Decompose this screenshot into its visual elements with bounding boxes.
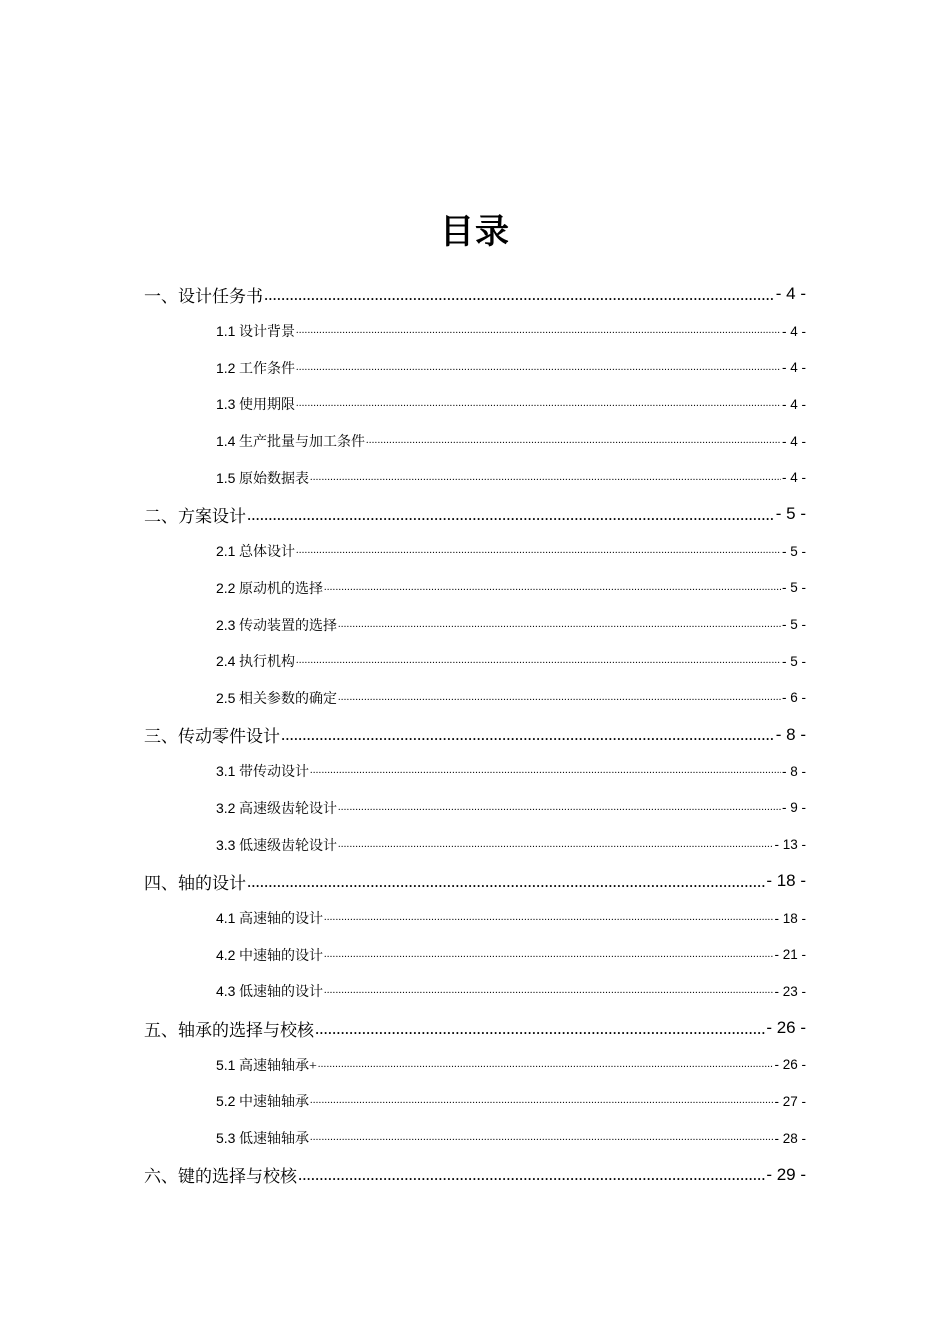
toc-entry-label <box>216 321 295 341</box>
toc-section-title: 中速轴的设计 <box>238 948 323 964</box>
toc-section-entry[interactable] <box>216 753 806 790</box>
toc-entry-label <box>216 981 323 1001</box>
toc-chapter-entry[interactable] <box>144 1157 806 1194</box>
toc-page-number: - 4 - <box>781 396 806 412</box>
toc-section-title: 相关参数的确定 <box>238 691 337 707</box>
toc-section-number: 5.3 <box>216 1130 236 1147</box>
toc-page-number: - 5 - <box>781 580 806 596</box>
toc-page-number: - 9 - <box>781 800 806 816</box>
toc-section-entry[interactable] <box>216 533 806 570</box>
toc-page-number: - 5 - <box>781 543 806 559</box>
toc-section-title: 低速级齿轮设计 <box>238 838 337 854</box>
toc-chapter-entry[interactable] <box>144 1010 806 1047</box>
dot-leader <box>310 1096 774 1106</box>
toc-entry-label: 四、轴的设计 <box>144 873 246 893</box>
toc-section-title: 生产批量与加工条件 <box>238 435 365 451</box>
dot-leader <box>296 399 781 409</box>
dot-leader <box>281 726 775 743</box>
toc-section-entry[interactable] <box>216 570 806 607</box>
toc-page-number: - 5 - <box>781 653 806 669</box>
toc-section-number: 1.1 <box>216 323 236 340</box>
dot-leader <box>296 656 781 666</box>
toc-entry-label <box>216 1128 309 1148</box>
toc-section-number: 3.1 <box>216 763 236 780</box>
toc-page-number: - 23 - <box>774 983 806 999</box>
toc-section-number: 4.3 <box>216 983 236 1000</box>
toc-page-number: - 4 - <box>781 470 806 486</box>
toc-entry-label <box>216 835 337 855</box>
dot-leader <box>338 693 781 703</box>
toc-section-entry[interactable] <box>216 423 806 460</box>
toc-section-title: 执行机构 <box>238 655 295 671</box>
toc-entry-label <box>216 688 337 708</box>
toc-section-entry[interactable] <box>216 386 806 423</box>
toc-page-number: - 18 - <box>774 910 806 926</box>
toc-section-number: 2.3 <box>216 616 236 633</box>
toc-page-number: - 26 - <box>774 1057 806 1073</box>
toc-chapter-entry[interactable] <box>144 863 806 900</box>
toc-section-title: 中速轴轴承 <box>238 1095 309 1111</box>
toc-page-number: - 8 - <box>781 763 806 779</box>
toc-entry-label <box>216 394 295 414</box>
toc-entry-label: 二、方案设计 <box>144 506 246 526</box>
toc-page-number: - 21 - <box>774 947 806 963</box>
toc-section-entry[interactable] <box>216 900 806 937</box>
toc-entry-label: 五、轴承的选择与校核 <box>144 1020 314 1040</box>
toc-section-number: 5.2 <box>216 1093 236 1110</box>
dot-leader <box>324 913 774 923</box>
toc-section-number: 1.5 <box>216 469 236 486</box>
toc-section-number: 1.3 <box>216 396 236 413</box>
toc-section-number: 5.1 <box>216 1056 236 1073</box>
toc-page-number: - 8 - <box>775 724 806 744</box>
toc-page-number: - 4 - <box>775 284 806 304</box>
toc-section-number: 2.2 <box>216 579 236 596</box>
toc-section-number: 4.2 <box>216 946 236 963</box>
toc-page-number: - 5 - <box>775 504 806 524</box>
toc-entry-label <box>216 431 365 451</box>
toc-entry-label: 三、传动零件设计 <box>144 727 280 747</box>
toc-page-number: - 27 - <box>774 1093 806 1109</box>
toc-section-title: 设计背景 <box>238 325 295 341</box>
toc-section-entry[interactable] <box>216 680 806 717</box>
toc-chapter-entry[interactable] <box>144 716 806 753</box>
toc-page-number: - 4 - <box>781 360 806 376</box>
toc-section-entry[interactable] <box>216 973 806 1010</box>
toc-section-title: 总体设计 <box>238 545 295 561</box>
toc-title: 目录 <box>440 212 510 252</box>
dot-leader <box>296 326 781 336</box>
toc-section-entry[interactable] <box>216 606 806 643</box>
toc-entry-label <box>216 358 295 378</box>
toc-section-entry[interactable] <box>216 643 806 680</box>
toc-entry-label <box>216 578 323 598</box>
toc-section-number: 4.1 <box>216 910 236 927</box>
toc-entry-label <box>216 1055 317 1075</box>
dot-leader <box>324 986 774 996</box>
toc-section-title: 工作条件 <box>238 361 295 377</box>
dot-leader <box>247 873 765 890</box>
dot-leader <box>315 1020 765 1037</box>
toc-section-title: 传动装置的选择 <box>238 618 337 634</box>
toc-section-title: 使用期限 <box>238 398 295 414</box>
toc-section-title: 高速轴轴承+ <box>238 1058 317 1074</box>
toc-section-entry[interactable] <box>216 1120 806 1157</box>
dot-leader <box>298 1166 765 1183</box>
toc-section-title: 低速轴轴承 <box>238 1132 309 1148</box>
toc-section-entry[interactable] <box>216 1083 806 1120</box>
dot-leader <box>296 363 781 373</box>
toc-section-entry[interactable] <box>216 936 806 973</box>
toc-section-entry[interactable] <box>216 790 806 827</box>
dot-leader <box>338 840 774 850</box>
toc-entry-label <box>216 615 337 635</box>
toc-entry-label: 一、设计任务书 <box>144 286 263 306</box>
toc-entry-label <box>216 651 295 671</box>
dot-leader <box>264 286 775 303</box>
dot-leader <box>310 473 781 483</box>
dot-leader <box>310 766 781 776</box>
toc-section-entry[interactable] <box>216 349 806 386</box>
toc-section-entry[interactable] <box>216 826 806 863</box>
dot-leader <box>324 583 781 593</box>
toc-entry-label <box>216 468 309 488</box>
toc-section-title: 原始数据表 <box>238 471 309 487</box>
dot-leader <box>247 506 775 523</box>
toc-section-number: 2.1 <box>216 543 236 560</box>
toc-section-title: 高速轴的设计 <box>238 912 323 928</box>
toc-section-title: 高速级齿轮设计 <box>238 801 337 817</box>
toc-section-title: 原动机的选择 <box>238 581 323 597</box>
toc-section-entry[interactable] <box>216 313 806 350</box>
toc-page-number: - 29 - <box>766 1164 806 1184</box>
toc-chapter-entry[interactable] <box>144 496 806 533</box>
toc-section-entry[interactable] <box>216 459 806 496</box>
toc-entry-label <box>216 945 323 965</box>
toc-section-entry[interactable] <box>216 1046 806 1083</box>
toc-page-number: - 13 - <box>774 837 806 853</box>
dot-leader <box>338 803 781 813</box>
toc-entry-label <box>216 541 295 561</box>
toc-page-number: - 6 - <box>781 690 806 706</box>
toc-section-number: 3.3 <box>216 836 236 853</box>
dot-leader <box>366 436 781 446</box>
toc-section-number: 3.2 <box>216 799 236 816</box>
toc-section-number: 2.4 <box>216 653 236 670</box>
toc-chapter-entry[interactable] <box>144 276 806 313</box>
toc-list <box>0 276 950 1193</box>
toc-page-number: - 4 - <box>781 433 806 449</box>
toc-page-number: - 26 - <box>766 1018 806 1038</box>
toc-entry-label <box>216 761 309 781</box>
dot-leader <box>318 1060 774 1070</box>
toc-section-number: 1.2 <box>216 359 236 376</box>
toc-page-number: - 28 - <box>774 1130 806 1146</box>
toc-page-number: - 5 - <box>781 617 806 633</box>
toc-section-number: 2.5 <box>216 689 236 706</box>
toc-entry-label <box>216 908 323 928</box>
toc-section-number: 1.4 <box>216 433 236 450</box>
dot-leader <box>296 546 781 556</box>
toc-section-title: 低速轴的设计 <box>238 985 323 1001</box>
toc-entry-label: 六、键的选择与校核 <box>144 1167 297 1187</box>
toc-page-number: - 4 - <box>781 323 806 339</box>
toc-page-number: - 18 - <box>766 871 806 891</box>
toc-entry-label <box>216 1091 309 1111</box>
toc-section-title: 带传动设计 <box>238 765 309 781</box>
dot-leader <box>310 1133 774 1143</box>
dot-leader <box>338 620 781 630</box>
toc-entry-label <box>216 798 337 818</box>
dot-leader <box>324 950 774 960</box>
